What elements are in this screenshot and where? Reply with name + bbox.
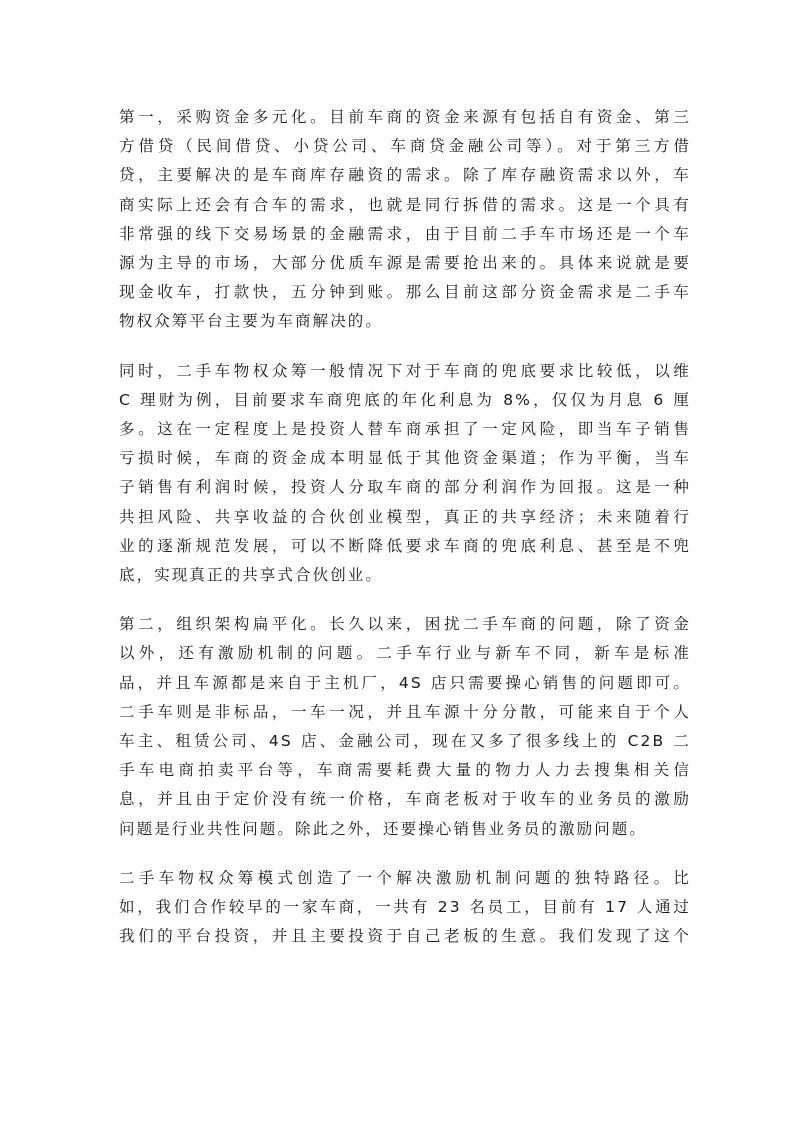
- text-line: 源为主导的市场，大部分优质车源是需要抢出来的。具体来说就是要: [119, 254, 691, 273]
- paragraph-1: [119, 103, 691, 337]
- text-line: 第一，采购资金多元化。目前车商的资金来源有包括自有资金、第三: [119, 108, 691, 126]
- text-line: 现金收车，打款快，五分钟到账。那么目前这部分资金需求是二手车: [119, 283, 691, 302]
- text-line: C 理财为例，目前要求车商兜底的年化利息为 8%，仅仅为月息 6 厘: [119, 390, 691, 409]
- text-line: 非常强的线下交易场景的金融需求，由于目前二手车市场还是一个车: [119, 224, 691, 243]
- text-line: 物权众筹平台主要为车商解决的。: [119, 312, 384, 331]
- text-line: 共担风险、共享收益的合伙创业模型，真正的共享经济；未来随着行: [119, 507, 691, 526]
- text-line: 业的逐渐规范发展，可以不断降低要求车商的兜底利息、甚至是不兜: [119, 536, 691, 555]
- text-line: 第二，组织架构扁平化。长久以来，困扰二手车商的问题，除了资金: [119, 615, 691, 634]
- text-line: 我们的平台投资，并且主要投资于自己老板的生意。我们发现了这个: [119, 927, 691, 946]
- paragraph-2: [119, 357, 691, 591]
- paragraph-gap: [119, 844, 691, 864]
- text-line: 车主、租赁公司、4S 店、金融公司，现在又多了很多线上的 C2B 二: [119, 732, 691, 751]
- paragraph-gap: [119, 590, 691, 610]
- text-line: 以外，还有激励机制的问题。二手车行业与新车不同，新车是标准: [119, 644, 691, 663]
- paragraph-4: [119, 864, 691, 952]
- text-line: 同时，二手车物权众筹一般情况下对于车商的兜底要求比较低，以维: [119, 361, 691, 380]
- text-line: 底，实现真正的共享式合伙创业。: [119, 566, 384, 585]
- text-line: 方借贷（民间借贷、小贷公司、车商贷金融公司等）。对于第三方借: [119, 137, 691, 156]
- text-line: 问题是行业共性问题。除此之外，还要操心销售业务员的激励问题。: [119, 819, 648, 838]
- paragraph-3: [119, 610, 691, 844]
- text-line: 手车电商拍卖平台等，车商需要耗费大量的物力人力去搜集相关信: [119, 761, 691, 780]
- text-line: 二手车物权众筹模式创造了一个解决激励机制问题的独特路径。比: [119, 868, 691, 887]
- text-line: 商实际上还会有合车的需求，也就是同行拆借的需求。这是一个具有: [119, 195, 691, 214]
- text-line: 贷，主要解决的是车商库存融资的需求。除了库存融资需求以外，车: [119, 166, 691, 185]
- text-line: 品，并且车源都是来自于主机厂，4S 店只需要操心销售的问题即可。: [119, 673, 691, 692]
- text-line: 子销售有利润时候，投资人分取车商的部分利润作为回报。这是一种: [119, 478, 691, 497]
- text-line: 息，并且由于定价没有统一价格，车商老板对于收车的业务员的激励: [119, 790, 691, 809]
- text-line: 多。这在一定程度上是投资人替车商承担了一定风险，即当车子销售: [119, 420, 691, 439]
- text-line: 亏损时候，车商的资金成本明显低于其他资金渠道；作为平衡，当车: [119, 449, 691, 468]
- text-line: 二手车则是非标品，一车一况，并且车源十分分散，可能来自于个人: [119, 702, 691, 721]
- document-page: [119, 103, 691, 951]
- text-line: 如，我们合作较早的一家车商，一共有 23 名员工，目前有 17 人通过: [119, 898, 691, 917]
- paragraph-gap: [119, 337, 691, 357]
